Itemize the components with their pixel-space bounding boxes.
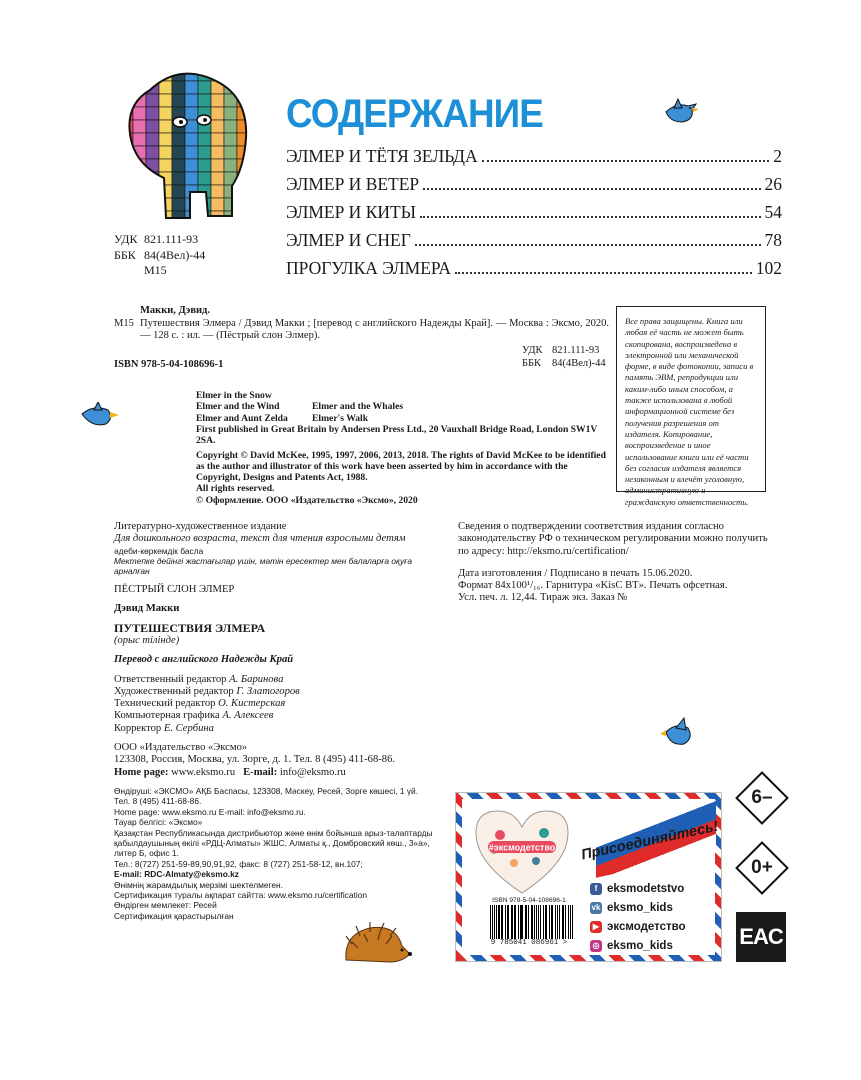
- toc-entry[interactable]: [286, 174, 782, 202]
- toc-entry-title: ЭЛМЕР И КИТЫ: [286, 202, 416, 222]
- udk-classification: [114, 232, 205, 279]
- table-of-contents: [286, 146, 782, 286]
- edition-type: Литературно-художественное издание: [114, 521, 287, 532]
- rights-reserved: All rights reserved.: [196, 483, 275, 495]
- udk-value: 821.111-93: [552, 345, 600, 356]
- print-date: Дата изготовления / Подписано в печать 15.06.2020.: [458, 567, 693, 579]
- book-title: ПУТЕШЕСТВИЯ ЭЛМЕРА: [114, 621, 266, 636]
- blue-bird-icon: [660, 716, 700, 750]
- udk-label: УДК: [114, 232, 138, 246]
- toc-entry[interactable]: [286, 230, 782, 258]
- biblio-description: Путешествия Элмера / Дэвид Макки ; [перевод с английского Надежды Край]. — Москва : Эксмо, 2020. — 128 с. : ил. — (Пёстрый слон Элмер).: [140, 317, 609, 341]
- toc-leader: [415, 244, 761, 246]
- staff-credit: Художественный редактор Г. Златогоров: [114, 685, 300, 697]
- toc-entry-title: ПРОГУЛКА ЭЛМЕРА: [286, 258, 452, 278]
- toc-entry-page: 26: [764, 174, 782, 194]
- language-note: (орыс тілінде): [114, 634, 180, 646]
- age-rating-badge: 6–: [736, 772, 788, 824]
- barcode-bar: [502, 905, 503, 939]
- barcode-bar: [511, 905, 512, 939]
- rights-notice: Все права защищены. Книга или любая её часть не может быть скопирована, воспроизведена в электронной или механической форме, в виде фотокопии, записи в память ЭВМ, репродукции или каким-либо иным способом, а также использована в любой информационной системе без получения разрешения от издателя. Копирование, воспроизведение и иное использование книги или её части без согласия издателя является незаконным и влечёт уголовную, административную и гражданскую ответственность.: [616, 306, 766, 492]
- staff-credit: Технический редактор О. Кистерская: [114, 698, 286, 710]
- blue-bird-icon: [662, 98, 700, 128]
- publisher-name: ООО «Издательство «Эксмо»: [114, 741, 248, 753]
- heart-hashtag: #эксмодетство: [488, 842, 556, 853]
- toc-leader: [420, 216, 761, 218]
- author-code: М15: [144, 263, 167, 277]
- email-link[interactable]: info@eksmo.ru: [279, 766, 346, 778]
- imprint-left: Литературно-художественное издание Для дошкольного возраста, текст для чтения взрослыми детям әдеби-көркемдік басла Мектепке дейінгі жастағылар үшін, мәтін ересектер мен балаларға оқуға арналған ПЁСТРЫЙ СЛОН ЭЛМЕР Дэвид Макки ПУТЕШЕСТВИЯ ЭЛМЕРА (орыс тілінде) Перевод с английского Надежды Край Ответственный редактор А. Баринова Художественный редактор Г. Златогоров Технический редактор О. Кистерская Компьютерная графика А. Алексеев Корректор Е. Сербина ООО «Издательство «Эксмо» 123308, Россия, Москва, ул. Зорге, д. 1. Тел. 8 (495) 411-68-86. Home page: www.eksmo.ru E-mail: info@eksmo.ru Өндіруші: «ЭКСМО» АҚБ Баспасы, 123308, Мәскеу, Ресей, Зорге көшесі, 1 үй. Тел. 8 (495) 411-68-86. Home page: www.eksmo.ru E-mail: info@eksmo.ru. Тауар белгісі: «Эксмо» Қазақстан Республикасында дистрибьютор және өнім бойынша арыз-талаптарды қабылдаушының өкілі «РДЦ-Алматы» ЖШС, Алматы қ., Домбровский көш., 3«а», литер Б, офис 1. Тел.: 8(727) 251-59-89,90,91,92, факс: 8 (727) 251-58-12, вн.107; E-mail: RDC-Almaty@eksmo.kz Өнімнің жарамдылық мерзімі шектелмеген. Сертификация туралы ақпарат сайтта: www.eksmo.ru/certification Өндірген мемлекет: Ресей Сертификация қарастырылған: [114, 521, 444, 921]
- barcode-bar: [492, 905, 493, 939]
- heart-logo-icon: [470, 805, 574, 897]
- toc-title: СОДЕРЖАНИЕ: [286, 92, 543, 136]
- translation-credit: Перевод с английского Надежды Край: [114, 654, 294, 666]
- biblio-author: Макки, Дэвид.: [140, 305, 210, 316]
- barcode-bar: [557, 905, 558, 939]
- first-published: First published in Great Britain by Andersen Press Ltd., 20 Vauxhall Bridge Road, London SW1V 2SA.: [196, 424, 598, 447]
- barcode-bar: [563, 905, 564, 939]
- toc-entry[interactable]: [286, 258, 782, 286]
- bbk-label: ББК: [114, 247, 136, 262]
- barcode-bars: [490, 905, 574, 939]
- toc-entry-title: ЭЛМЕР И ТЁТЯ ЗЕЛЬДА: [286, 146, 478, 166]
- original-titles: [196, 390, 452, 424]
- barcode-bar: [549, 905, 550, 939]
- print-run: Усл. печ. л. 12,44. Тираж экз. Заказ №: [458, 592, 628, 604]
- toc-leader: [455, 272, 752, 274]
- original-title: Elmer and the Wind: [196, 401, 280, 413]
- social-link-vk[interactable]: vk eksmo_kids: [591, 901, 673, 914]
- vk-icon: vk: [591, 903, 601, 912]
- social-link-facebook[interactable]: f eksmodetstvo: [590, 879, 686, 898]
- staff-credit: Ответственный редактор А. Баринова: [114, 673, 284, 685]
- toc-leader: [423, 188, 760, 190]
- barcode-bar: [498, 905, 499, 939]
- bbk-value: 84(4Вел)-44: [144, 247, 206, 262]
- barcode-bar: [555, 905, 556, 939]
- barcode-bar: [568, 905, 569, 939]
- barcode-bar: [538, 905, 539, 939]
- udk-label: УДК: [522, 345, 543, 356]
- toc-entry[interactable]: [286, 146, 782, 174]
- toc-leader: [482, 160, 770, 162]
- social-links: [590, 879, 686, 955]
- udk-classification-lower: [522, 344, 606, 370]
- homepage-link[interactable]: www.eksmo.ru: [171, 766, 236, 778]
- toc-entry-page: 54: [764, 202, 782, 222]
- facebook-icon: f: [590, 883, 602, 895]
- barcode-bar: [508, 905, 509, 939]
- print-format: Формат 84x100¹/₁₆. Гарнитура «KisC BT». Печать офсетная.: [458, 580, 728, 592]
- eksmo-kids-postcard: [455, 792, 722, 962]
- udk-value: 821.111-93: [144, 232, 199, 246]
- original-title: Elmer and the Whales: [312, 401, 404, 413]
- youtube-icon: ▶: [590, 921, 602, 933]
- barcode-bar: [543, 905, 544, 939]
- copyright-text: Copyright © David McKee, 1995, 1997, 2006, 2013, 2018. The rights of David McKee to be identified as the author and illustrator of this work have been asserted by him in accordance with the Copyright, Designs and Patents Act, 1988.: [196, 449, 606, 484]
- elmer-elephant-illustration: [120, 68, 260, 220]
- biblio-code: М15: [114, 317, 134, 329]
- bbk-value: 84(4Вел)-44: [552, 358, 606, 369]
- toc-entry-title: ЭЛМЕР И ВЕТЕР: [286, 174, 420, 194]
- imprint-right: [458, 521, 778, 605]
- author-name: Дэвид Макки: [114, 603, 180, 615]
- social-link-instagram[interactable]: ◎ eksmo_kids: [590, 936, 686, 955]
- certification-info: Сведения о подтверждении соответствия издания согласно законодательству РФ о техническом регулировании можно получить по адресу: http://eksmo.ru/certification/: [458, 521, 768, 557]
- staff-credit: Корректор Е. Сербина: [114, 722, 214, 734]
- barcode-isbn: ISBN 978-5-04-108696-1: [492, 897, 566, 904]
- original-title: Elmer's Walk: [312, 412, 369, 424]
- toc-entry-page: 2: [773, 146, 782, 166]
- social-link-youtube[interactable]: ▶ эксмодетство: [590, 917, 686, 936]
- toc-entry[interactable]: [286, 202, 782, 230]
- staff-credit: Компьютерная графика А. Алексеев: [114, 710, 274, 722]
- hedgehog-illustration: [340, 920, 412, 970]
- bbk-label: ББК: [522, 358, 542, 369]
- audience: Для дошкольного возраста, текст для чтения взрослыми детям: [114, 533, 406, 545]
- original-title: Elmer and Aunt Zelda: [196, 412, 288, 424]
- instagram-icon: ◎: [590, 940, 602, 952]
- toc-entry-page: 102: [755, 258, 782, 278]
- blue-bird-icon: [80, 402, 120, 428]
- series-name: ПЁСТРЫЙ СЛОН ЭЛМЕР: [114, 583, 235, 595]
- audience-kz: Мектепке дейінгі жастағылар үшін, мәтін ересектер мен балаларға оқуға арналған: [114, 556, 412, 577]
- age-rating-badge: 0+: [736, 842, 788, 894]
- edition-type-kz: әдеби-көркемдік басла: [114, 545, 204, 556]
- bibliographic-record: [114, 305, 609, 343]
- barcode-bar: [528, 905, 529, 939]
- barcode: [480, 897, 578, 951]
- publisher-address: 123308, Россия, Москва, ул. Зорге, д. 1. Тел. 8 (495) 411-68-86.: [114, 754, 396, 766]
- kz-info-block: Өндіруші: «ЭКСМО» АҚБ Баспасы, 123308, Мәскеу, Ресей, Зорге көшесі, 1 үй. Тел. 8 (495) 411-68-86. Home page: www.eksmo.ru E-mail: info@eksmo.ru. Тауар белгісі: «Эксмо» Қазақстан Республикасында дистрибьютор және өнім бойынша арыз-талаптарды қабылдаушының өкілі «РДЦ-Алматы» ЖШС, Алматы қ., Домбровский көш., 3«а», литер Б, офис 1. Тел.: 8(727) 251-59-89,90,91,92, факс: 8 (727) 251-58-12, вн.107; E-mail: RDC-Almaty@eksmo.kz Өнімнің жарамдылық мерзімі шектелмеген. Сертификация туралы ақпарат сайтта: www.eksmo.ru/certification Өндірген мемлекет: Ресей Сертификация қарастырылған: [114, 785, 433, 921]
- barcode-number: 9 785041 086961 >: [490, 939, 568, 947]
- barcode-bar: [532, 905, 533, 939]
- toc-entry-page: 78: [764, 230, 782, 250]
- join-us-text: Присоединяйтесь!: [579, 818, 720, 864]
- toc-entry-title: ЭЛМЕР И СНЕГ: [286, 230, 411, 250]
- design-copyright: © Оформление. ООО «Издательство «Эксмо», 2020: [196, 494, 418, 506]
- eac-mark-icon: EAC: [736, 912, 786, 962]
- isbn: ISBN 978-5-04-108696-1: [114, 359, 224, 370]
- barcode-bar: [518, 905, 519, 939]
- barcode-bar: [521, 905, 522, 939]
- copyright-block: [196, 424, 606, 506]
- original-title: Elmer in the Snow: [196, 390, 272, 401]
